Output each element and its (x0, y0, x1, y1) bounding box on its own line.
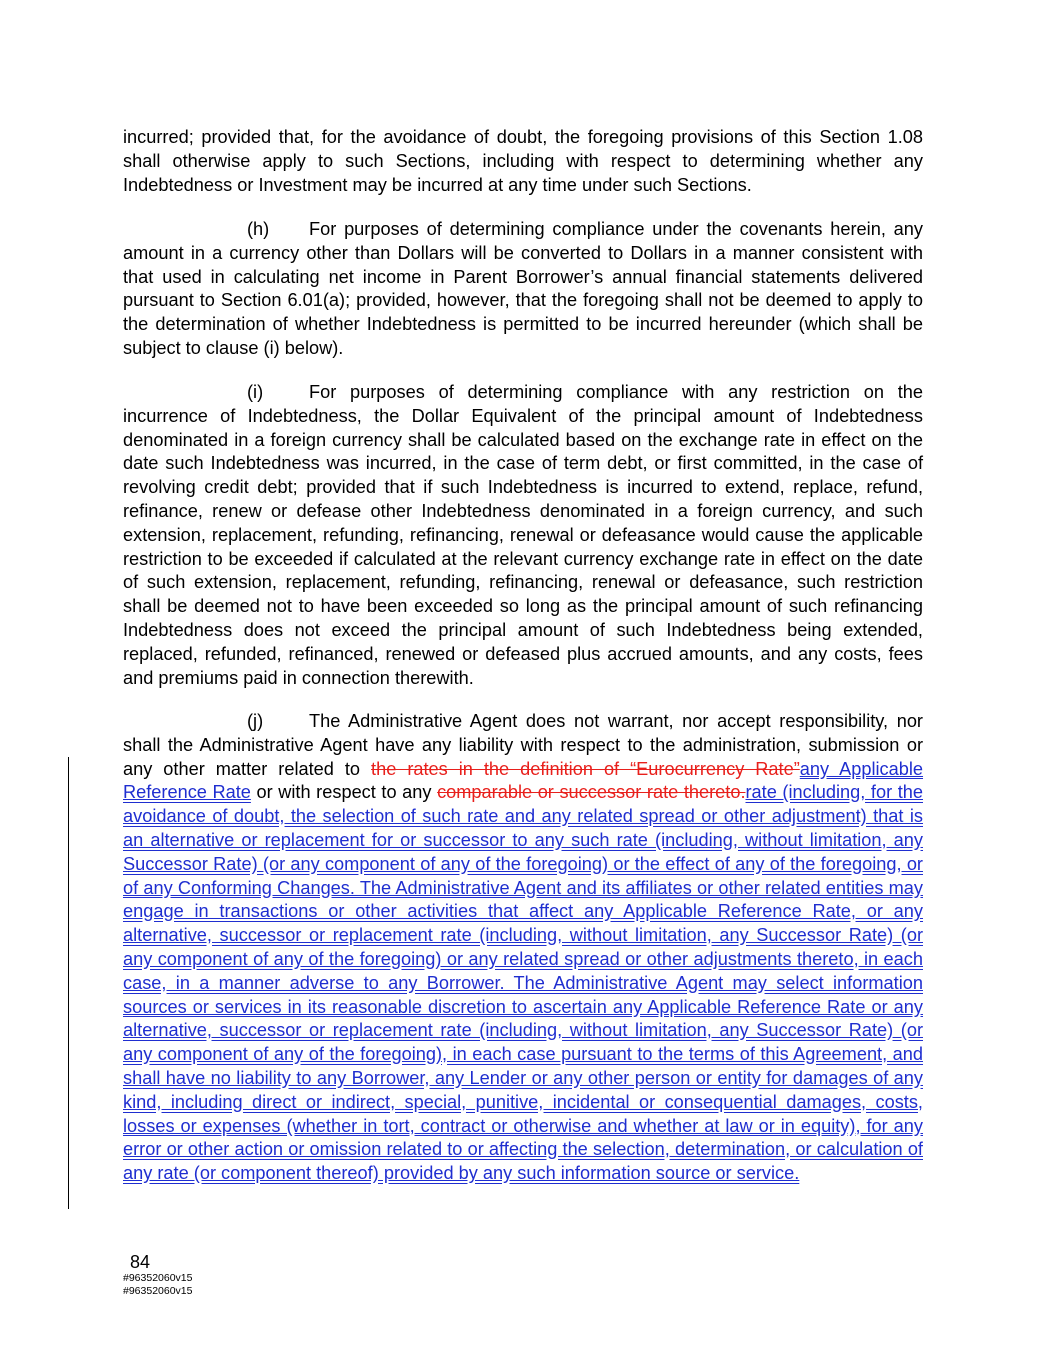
deleted-text-1: the rates in the definition of “Eurocurrency Rate” (371, 758, 800, 779)
clause-label-h: (h) (247, 219, 270, 239)
clause-label-j: (j) (247, 711, 264, 731)
paragraph-j-text-2: or with respect to any (250, 782, 438, 803)
paragraph-i-text: For purposes of determining compliance with any restriction on the incurrence of Indebtedness, the Dollar Equivalent of the principal amount of Indebtedness denominated in a foreign currency shall be calculated based on the exchange rate in effect on the date such Indebtedness was incurred, in the case of term debt, or first committed, in the case of revolving credit debt; provided that if such Indebtedness is incurred to extend, replace, refund, refinance, renew or defease other Indebtedness denominated in a foreign currency, and such extension, replacement, refunding, refinancing, renewal or defeasance would cause the applicable restriction to be exceeded if calculated at the relevant currency exchange rate in effect on the date of such extension, replacement, refunding, refinancing, renewal or defeasance, such restriction shall be deemed not to have been exceeded so long as the principal amount of such refinancing Indebtedness does not exceed the principal amount of such Indebtedness being extended, replaced, refunded, refinanced, renewed or defeased plus accrued amounts, and any costs, fees and premiums paid in connection therewith. (123, 382, 923, 688)
inserted-text-1: any Applicable Reference Rate (123, 758, 924, 803)
paragraph-i (123, 381, 923, 690)
paragraph-h (123, 218, 923, 361)
paragraph-g-continuation: incurred; provided that, for the avoidance of doubt, the foregoing provisions of this Section 1.08 shall otherwise apply to such Sections, including with respect to determining whether any Indebtedness or Investment may be incurred at any time under such Sections. (123, 127, 923, 195)
page-number: 84 (130, 1252, 151, 1272)
paragraph-h-text: For purposes of determining compliance under the covenants herein, any amount in a currency other than Dollars will be converted to Dollars in a manner consistent with that used in calculating net income in Parent Borrower’s annual financial statements delivered pursuant to Section 6.01(a); provided, however, that the foregoing shall not be deemed to apply to the determination of whether Indebtedness is permitted to be incurred hereunder (which shall be subject to clause (i) below). (123, 219, 923, 358)
deleted-text-2: comparable or successor rate thereto. (437, 782, 746, 803)
page-footer (123, 1252, 193, 1297)
paragraph-j-text-1: The Administrative Agent does not warrant, nor accept responsibility, nor shall the Administrative Agent have any liability with respect to the administration, submission or any other matter related to (123, 711, 923, 779)
clause-label-i: (i) (247, 382, 264, 402)
revision-change-bar (68, 757, 69, 1209)
inserted-text-2: rate (including, for the avoidance of doubt, the selection of such rate and any related spread or other adjustment) that is an alternative or replacement for or successor to any such rate (including, without limitation, any Successor Rate) (or any component of any of the foregoing) or the effect of any of the foregoing, or of any Conforming Changes. The Administrative Agent and its affiliates or other related entities may engage in transactions or other activities that affect any Applicable Reference Rate, or any alternative, successor or replacement rate (including, without limitation, any Successor Rate) (or any component of any of the foregoing) or any related spread or other adjustments thereto, in each case, in a manner adverse to any Borrower. The Administrative Agent may select information sources or services in its reasonable discretion to ascertain any Applicable Reference Rate or any alternative, successor or replacement rate (including, without limitation, any Successor Rate) (or any component of any of the foregoing), in each case pursuant to the terms of this Agreement, and shall have no liability to any Borrower, any Lender or any other person or entity for damages of any kind, including direct or indirect, special, punitive, incidental or consequential damages, costs, losses or expenses (whether in tort, contract or otherwise and whether at law or in equity), for any error or other action or omission related to or affecting the selection, determination, or calculation of any rate (or component thereof) provided by any such information source or service. (123, 782, 923, 1184)
document-id: #96352060v15 (123, 1272, 193, 1284)
paragraph-j (123, 710, 923, 1186)
document-id: #96352060v15 (123, 1284, 193, 1297)
